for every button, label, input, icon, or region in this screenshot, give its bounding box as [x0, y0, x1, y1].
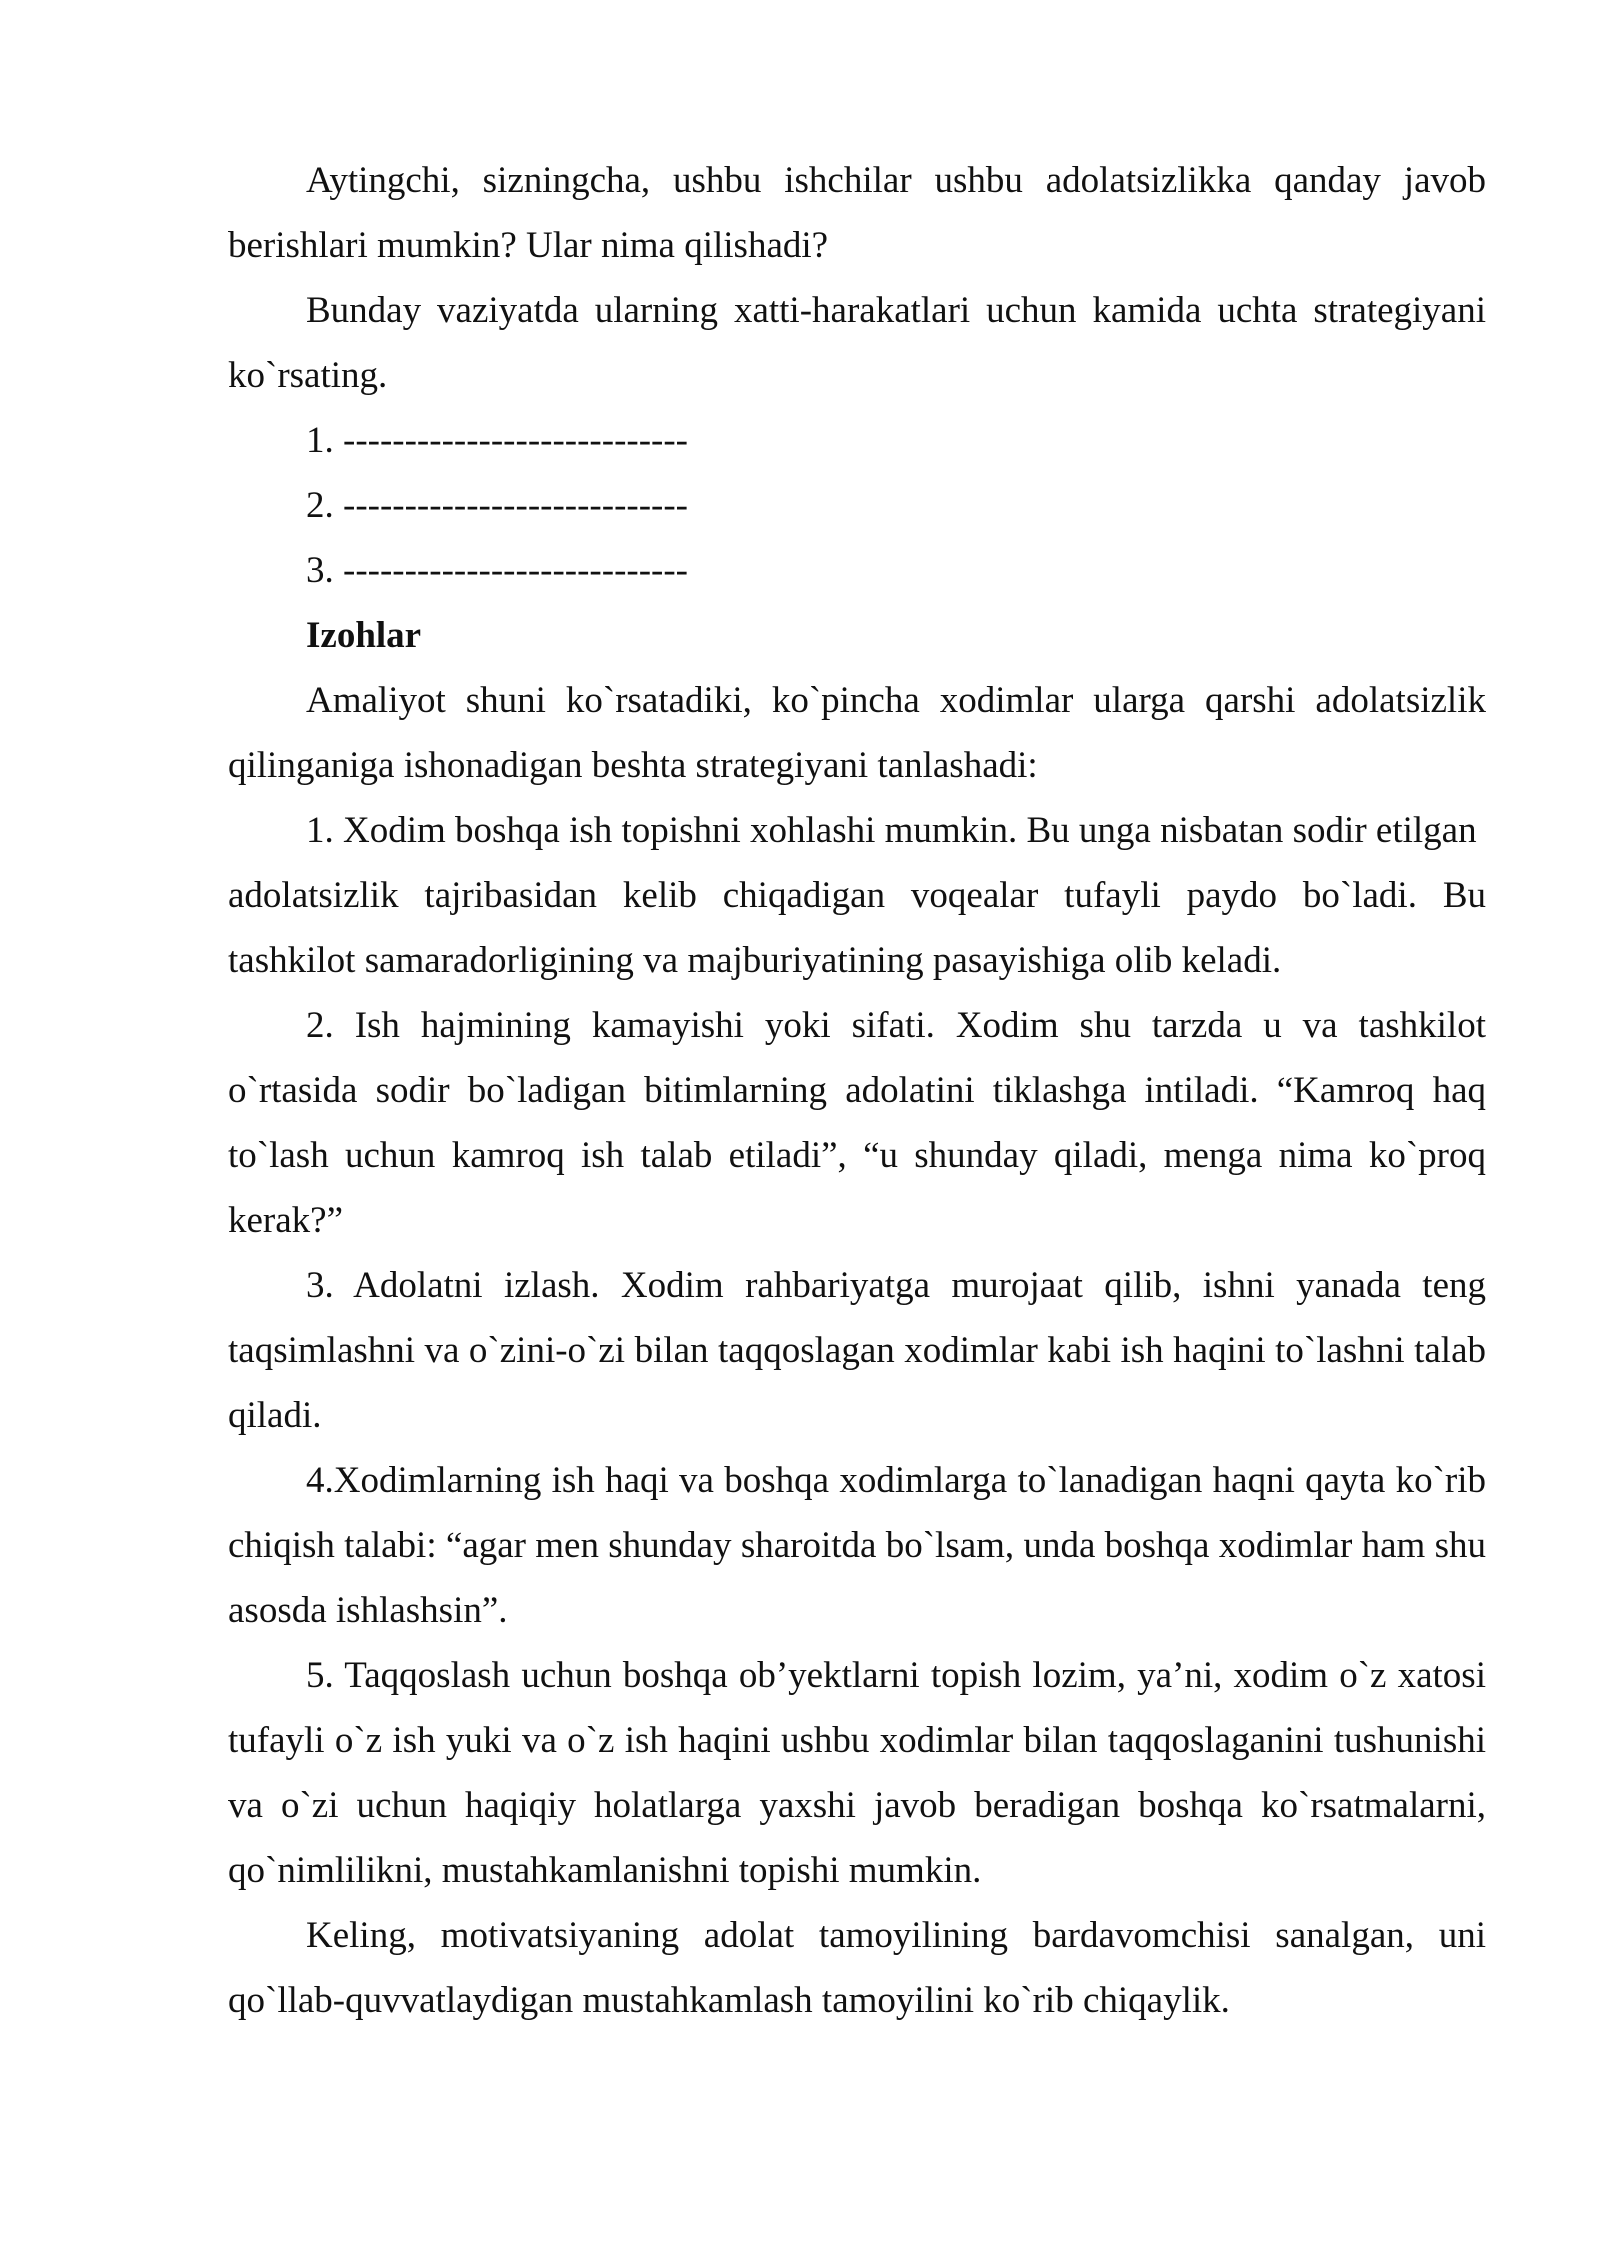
answer-blank-3: 3. ---------------------------- [306, 550, 688, 591]
list-item-2: 2. Ish hajmining kamayishi yoki sifati. Xodim shu tarzda u va tashkilot o`rtasida sodir bo`ladigan bitimlarning adolatini tiklashga intiladi. “Kamroq haq to`lash uchun kamroq ish talab etiladi”, “u shunday qiladi, menga nima ko`proq kerak?” [228, 1005, 1486, 1241]
list-item-4: 4.Xodimlarning ish haqi va boshqa xodimlarga to`lanadigan haqni qayta ko`rib chiqish talabi: “agar men shunday sharoitda bo`lsam, unda boshqa xodimlar ham shu asosda ishlashsin”. [228, 1460, 1486, 1631]
paragraph-question: Aytingchi, sizningcha, ushbu ishchilar ushbu adolatsizlikka qanday javob berishlari mumkin? Ular nima qilishadi? [228, 160, 1486, 266]
list-item-1-cont: adolatsizlik tajribasidan kelib chiqadigan voqealar tufayli paydo bo`ladi. Bu tashkilot samaradorligining va majburiyatining pasayishiga olib keladi. [228, 875, 1486, 981]
paragraph-intro: Amaliyot shuni ko`rsatadiki, ko`pincha xodimlar ularga qarshi adolatsizlik qilinganiga ishonadigan beshta strategiyani tanlashadi: [228, 680, 1486, 786]
section-heading: Izohlar [306, 615, 422, 656]
answer-blank-2: 2. ---------------------------- [306, 485, 688, 526]
list-item-5: 5. Taqqoslash uchun boshqa ob’yektlarni topish lozim, ya’ni, xodim o`z xatosi tufayli o`z ish yuki va o`z ish haqini ushbu xodimlar bilan taqqoslaganini tushunishi va o`zi uchun haqiqiy holatlarga yaxshi javob beradigan boshqa ko`rsatmalarni, qo`nimlilikni, mustahkamlanishni topishi mumkin. [228, 1655, 1486, 1891]
list-item-1-start: 1. Xodim boshqa ish topishni xohlashi mumkin. Bu unga nisbatan sodir etilgan [306, 810, 1477, 851]
paragraph-task: Bunday vaziyatda ularning xatti-harakatlari uchun kamida uchta strategiyani ko`rsating. [228, 290, 1486, 396]
answer-blank-1: 1. ---------------------------- [306, 420, 688, 461]
paragraph-closing: Keling, motivatsiyaning adolat tamoyilining bardavomchisi sanalgan, uni qo`llab-quvvatlaydigan mustahkamlash tamoyilini ko`rib chiqaylik. [228, 1915, 1486, 2021]
document-page [228, 148, 1486, 2033]
list-item-3: 3. Adolatni izlash. Xodim rahbariyatga murojaat qilib, ishni yanada teng taqsimlashni va o`zini-o`zi bilan taqqoslagan xodimlar kabi ish haqini to`lashni talab qiladi. [228, 1265, 1486, 1436]
